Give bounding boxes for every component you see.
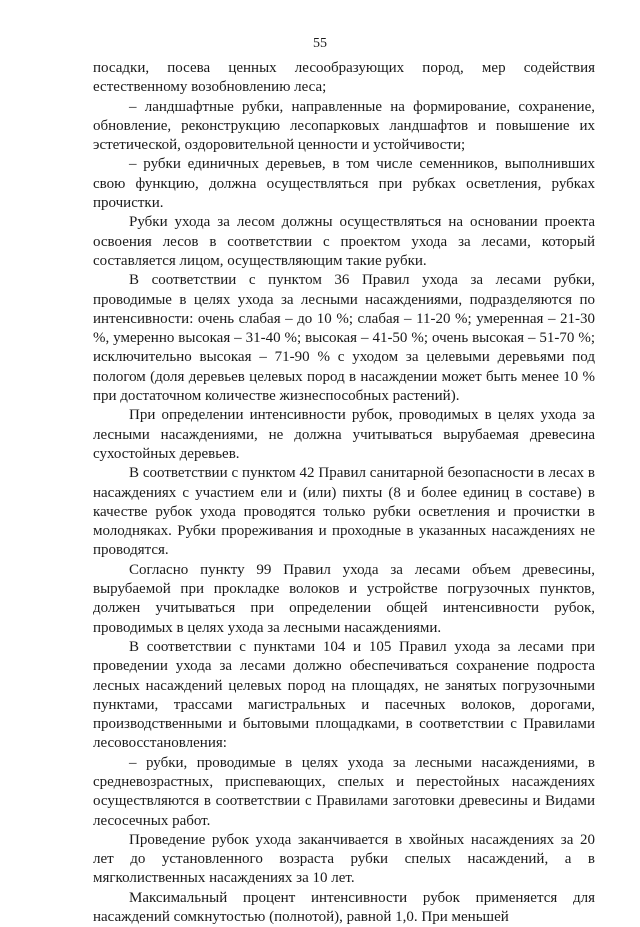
paragraph: При определении интенсивности рубок, проводимых в целях ухода за лесными насаждениями, не должна учитываться вырубаемая древесина сухостойных деревьев. (93, 407, 595, 462)
paragraph: В соответствии с пунктом 42 Правил санитарной безопасности в лесах в насаждениях с участием ели и (или) пихты (8 и более единиц в составе) в качестве рубок ухода проводятся только рубки осветления и прочистки в молодняках. Рубки прореживания и проходные в указанных насаждениях не проводятся. (93, 465, 595, 559)
paragraph: В соответствии с пунктом 36 Правил ухода за лесами рубки, проводимые в целях ухода за лесными насаждениями, подразделяются по интенсивности: очень слабая – до 10 %; слабая – 11-20 %; умеренная – 21-30 %, умеренно высокая – 31-40 %; высокая – 41-50 %; очень высокая – 51-70 %; исключительно высокая – 71-90 % с уходом за целевыми деревьями под пологом (доля деревьев целевых пород в насаждении может быть менее 10 % при достаточном количестве жизнеспособных растений). (93, 272, 595, 405)
list-item-single-tree-cuttings: – рубки единичных деревьев, в том числе семенников, выполнивших свою функцию, должна осуществляться при рубках осветления, рубках прочистки. (93, 156, 595, 212)
paragraph: Согласно пункту 99 Правил ухода за лесами объем древесины, вырубаемой при прокладке волоков и устройстве погрузочных пунктов, должен учитываться при определении общей интенсивности рубок, проводимых в целях ухода за лесными насаждениями. (93, 561, 595, 636)
list-item-landscape-cuttings: – ландшафтные рубки, направленные на формирование, сохранение, обновление, реконструкцию лесопарковых ландшафтов и повышение их эстетической, оздоровительной ценности и устойчивости; (93, 98, 595, 154)
paragraph-continuation: посадки, посева ценных лесообразующих пород, мер содействия естественному возобновлению леса; (93, 60, 595, 96)
body-text (93, 59, 595, 927)
page-number: 55 (313, 36, 327, 51)
paragraph: Проведение рубок ухода заканчивается в хвойных насаждениях за 20 лет до установленного возраста рубки спелых насаждений, а в мягколиственных насаждениях за 10 лет. (93, 831, 595, 887)
paragraph: Максимальный процент интенсивности рубок применяется для насаждений сомкнутостью (полнотой), равной 1,0. При меньшей (93, 889, 595, 926)
list-item-thinning: – рубки, проводимые в целях ухода за лесными насаждениями, в средневозрастных, приспевающих, спелых и перестойных насаждениях осуществляются в соответствии с Правилами заготовки древесины и Видами лесосечных работ. (93, 754, 595, 829)
paragraph: В соответствии с пунктами 104 и 105 Правил ухода за лесами при проведении ухода за лесами должно обеспечиваться сохранение подроста лесных насаждений целевых пород на площадях, не занятых погрузочными пунктами, трассами магистральных и пасечных волоков, дорогами, производственными и бытовыми площадками, в соответствии с Правилами лесовосстановления: (93, 638, 595, 752)
paragraph: Рубки ухода за лесом должны осуществляться на основании проекта освоения лесов в соответствии с проектом ухода за лесами, который составляется лицом, осуществляющим такие рубки. (93, 214, 595, 269)
